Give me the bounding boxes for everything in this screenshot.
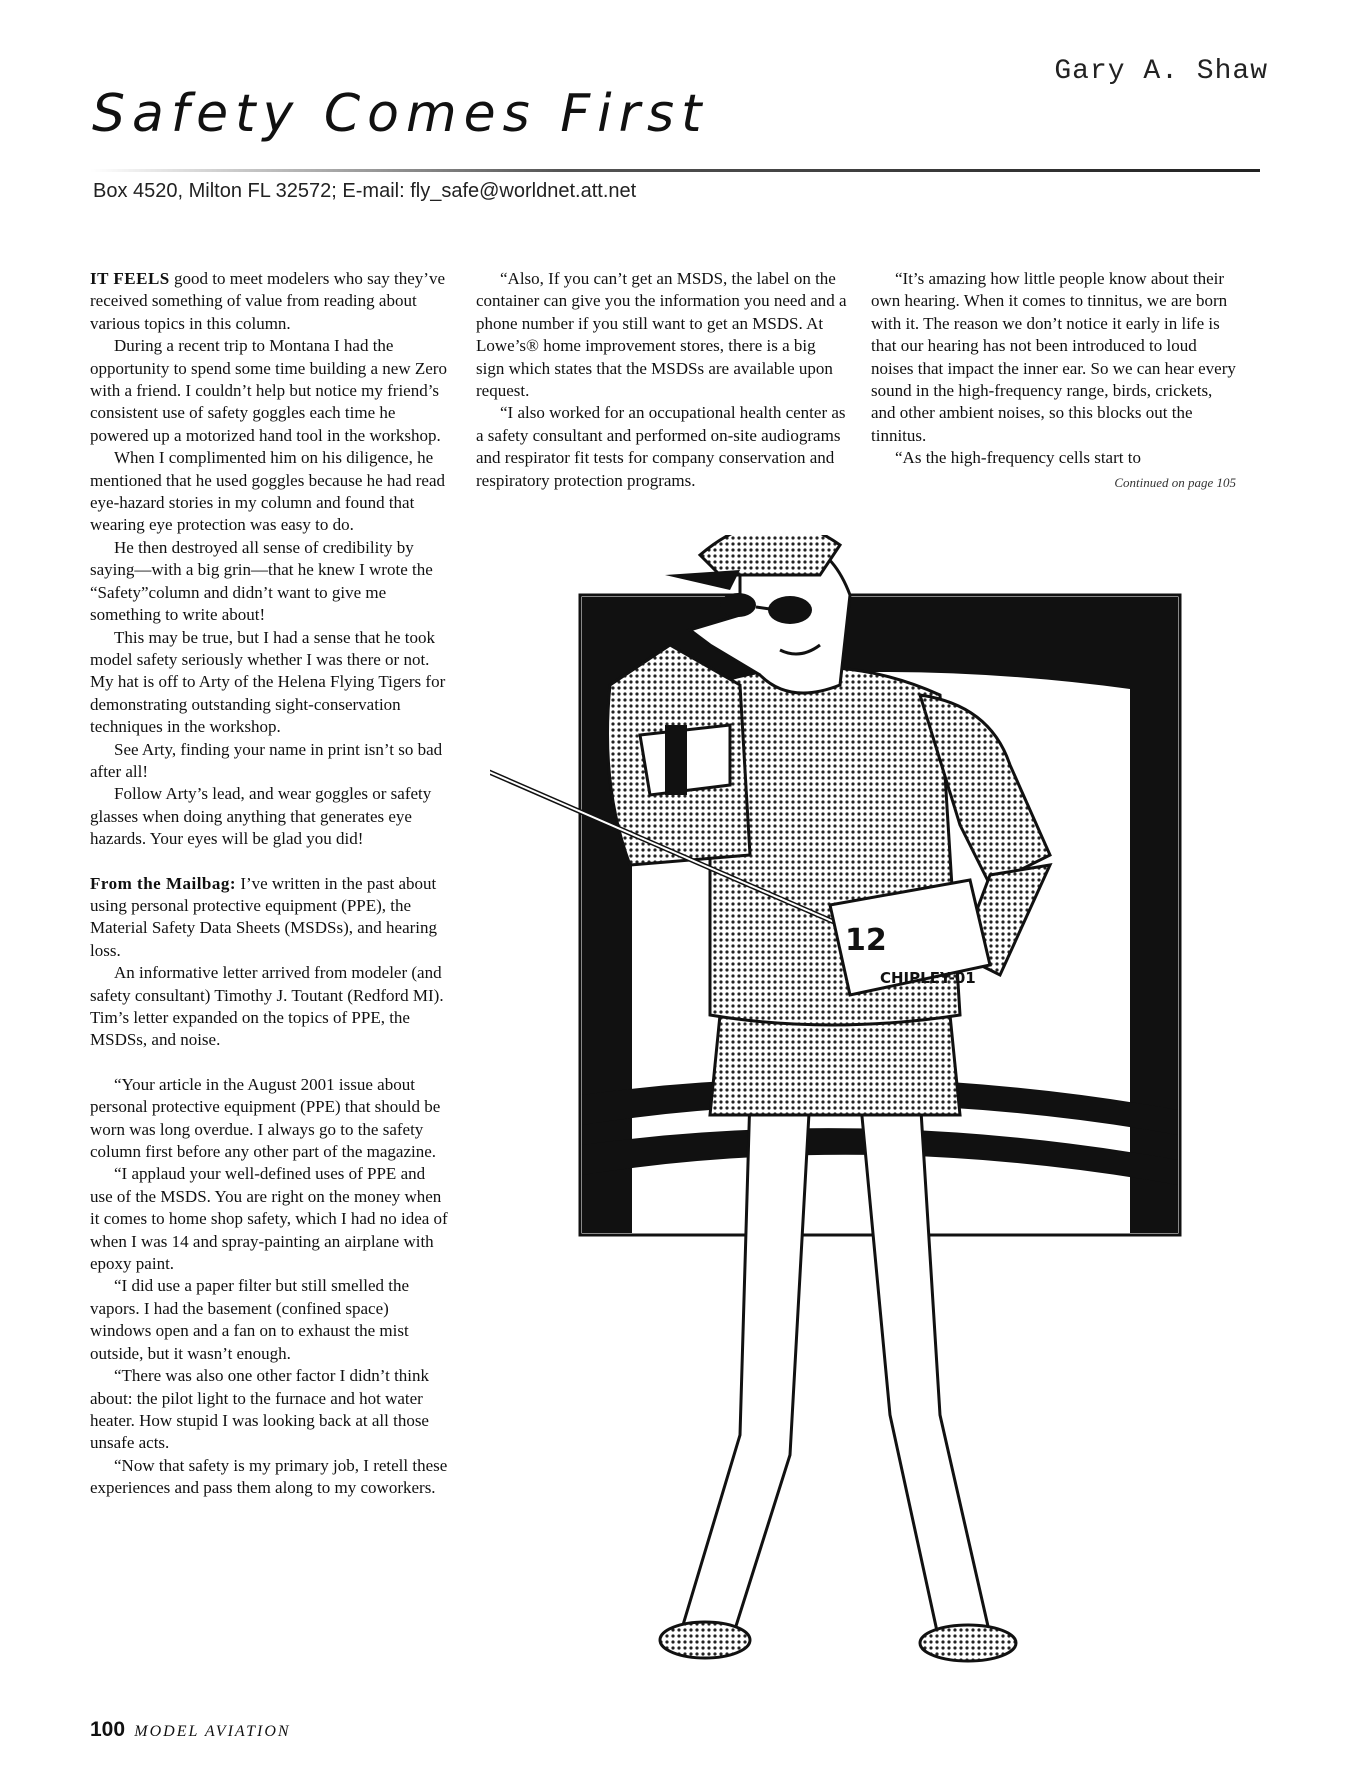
box-label: 12 bbox=[845, 923, 887, 958]
subhead: From the Mailbag: bbox=[90, 873, 237, 893]
contact-line: Box 4520, Milton FL 32572; E-mail: fly_safe@worldnet.att.net bbox=[93, 180, 637, 202]
author-byline: Gary A. Shaw bbox=[1054, 56, 1268, 87]
lead-in: IT FEELS bbox=[90, 269, 170, 288]
paragraph: During a recent trip to Montana I had the opportunity to spend some time building a new Zero with a friend. I couldn’t help but notice my friend’s consistent use of safety goggles each time he powered up a motorized hand tool in the workshop. bbox=[90, 336, 447, 445]
text-column-2 bbox=[476, 268, 848, 492]
paragraph: “Also, If you can’t get an MSDS, the label on the container can give you the information you need and a phone number if you still want to get an MSDS. At Lowe’s® home improvement stores, there is a big sign which states that the MSDSs are available upon request. bbox=[476, 269, 847, 401]
text-column-3 bbox=[871, 268, 1236, 494]
paragraph: He then destroyed all sense of credibility by saying—with a big grin—that he knew I wrote the “Safety”column and didn’t want to give me something to write about! bbox=[90, 537, 433, 625]
paragraph-text: good to meet modelers who say they’ve received something of value from reading about various topics in this column. bbox=[90, 269, 446, 333]
paragraph: When I complimented him on his diligence, he mentioned that he used goggles because he had read eye-hazard stories in my column and found that wearing eye protection was easy to do. bbox=[90, 448, 445, 535]
paragraph: “I did use a paper filter but still smelled the vapors. I had the basement (confined space) windows open and a fan on to exhaust the mist outside, but it wasn’t enough. bbox=[90, 1276, 410, 1363]
header-rule bbox=[90, 169, 1260, 172]
page-number: 100 bbox=[90, 1718, 126, 1741]
text-column-1 bbox=[90, 268, 448, 1500]
paragraph: This may be true, but I had a sense that he took model safety seriously whether I was there or not. My hat is off to Arty of the Helena Flying Tigers for demonstrating outstanding sight-conservation techniques in the workshop. bbox=[90, 627, 446, 737]
paragraph: “I also worked for an occupational health center as a safety consultant and performed on-site audiograms and respirator fit tests for company conservation and respiratory protection programs. bbox=[476, 403, 846, 490]
shorts bbox=[710, 1015, 960, 1115]
paragraph bbox=[90, 873, 448, 963]
paragraph: “As the high-frequency cells start to bbox=[895, 448, 1141, 468]
paragraph bbox=[90, 268, 448, 335]
paragraph: “It’s amazing how little people know about their own hearing. When it comes to tinnitus, we are born with it. The reason we don’t notice it early in life is that our hearing has not been introduced to loud noises that impact the inner ear. So we can hear every sound in the high-frequency range, birds, crickets, and other ambient noises, so this blocks out the tinnitus. bbox=[871, 269, 1236, 445]
artist-signature: CHIPLEY-01 bbox=[880, 969, 976, 987]
continued-note: Continued on page 105 bbox=[1114, 474, 1236, 490]
paragraph: “Now that safety is my primary job, I retell these experiences and pass them along to my coworkers. bbox=[90, 1455, 448, 1498]
paragraph: “There was also one other factor I didn’t think about: the pilot light to the furnace and hot water heater. How stupid I was looking back at all those unsafe acts. bbox=[90, 1366, 430, 1453]
paragraph: See Arty, finding your name in print isn’t so bad after all! bbox=[90, 739, 443, 781]
paragraph: Follow Arty’s lead, and wear goggles or safety glasses when doing anything that generates eye hazards. Your eyes will be glad you did! bbox=[90, 784, 432, 849]
paragraph-text: I’ve written in the past about using personal protective equipment (PPE), the Material Safety Data Sheets (MSDSs), and hearing loss. bbox=[90, 873, 437, 960]
paragraph: An informative letter arrived from modeler (and safety consultant) Timothy J. Toutant (Redford MI). Tim’s letter expanded on the topics of PPE, the MSDSs, and noise. bbox=[90, 963, 444, 1050]
column-title: Safety Comes First bbox=[92, 84, 709, 144]
page-footer bbox=[90, 1717, 291, 1742]
paragraph: “Your article in the August 2001 issue about personal protective equipment (PPE) that should be worn was long overdue. I always go to the safety column first before any other part of the magazine. bbox=[90, 1074, 441, 1162]
legs bbox=[660, 1095, 1016, 1661]
cartoon-illustration bbox=[490, 535, 1250, 1675]
paragraph: “I applaud your well-defined uses of PPE and use of the MSDS. You are right on the money when it comes to home shop safety, which I had no idea of when I was 14 and spray-painting an airplane with epoxy paint. bbox=[90, 1164, 448, 1274]
magazine-name: MODEL AVIATION bbox=[134, 1723, 291, 1740]
